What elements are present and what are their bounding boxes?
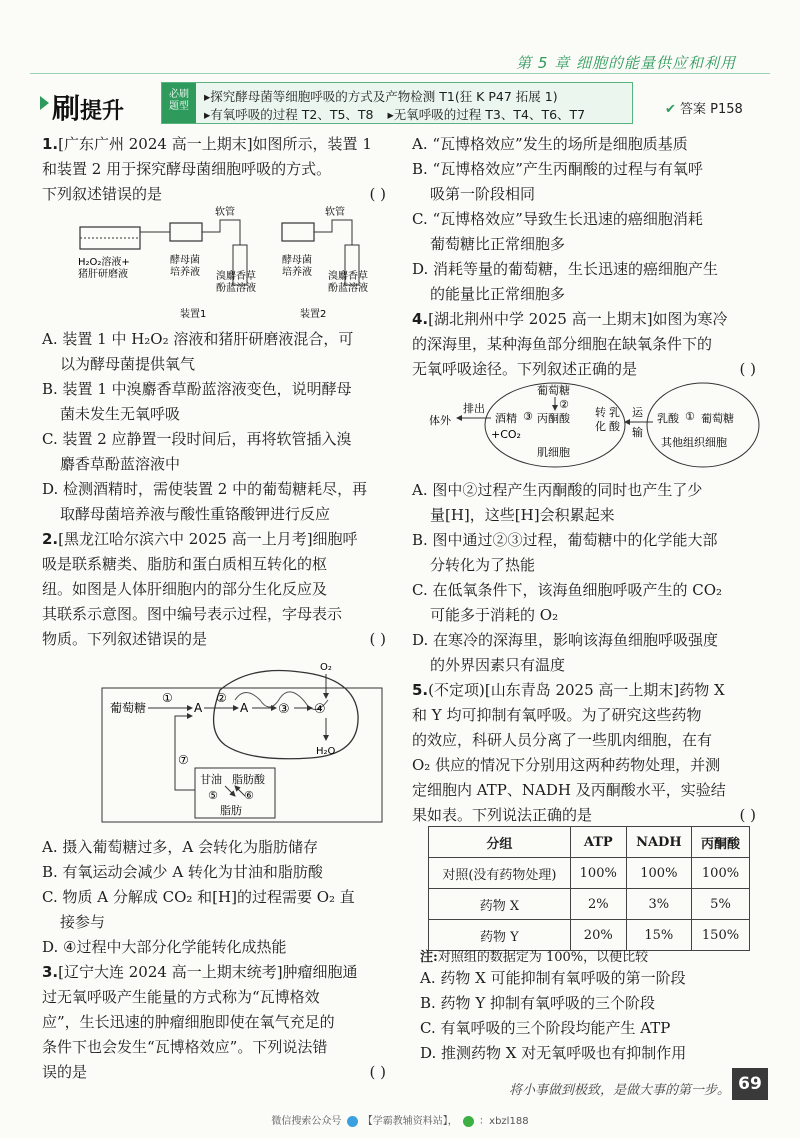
q3-stem4: 条件下也会发生“瓦博格效应”。下列说法错 xyxy=(42,1038,328,1056)
footer-motto: 将小事做到极致，是做大事的第一步。 xyxy=(508,1083,730,1098)
q4-stem3: 无氧呼吸途径。下列叙述正确的是 xyxy=(412,360,638,378)
q5-results-table xyxy=(428,826,750,951)
table-cell: 2% xyxy=(570,889,626,920)
q1-brom1-label-a: 溴麝香草 xyxy=(216,271,256,282)
q5-stem1: (不定项)[山东青岛 2025 高一上期末]药物 X xyxy=(428,681,725,699)
q4-muscle-label: 肌细胞 xyxy=(537,446,570,459)
question-3 xyxy=(42,960,392,1085)
q4-stem1: [湖北荆州中学 2025 高一上期末]如图为寒冷 xyxy=(428,310,728,328)
q4-excrete: 排出 xyxy=(463,402,485,415)
answer-text: 答案 P158 xyxy=(680,102,743,117)
q4-co2: +CO₂ xyxy=(491,428,521,441)
q4-other-label: 其他组织细胞 xyxy=(661,436,727,449)
q2-fatty-acid: 脂肪酸 xyxy=(232,773,265,786)
q1-option-c-cont: 麝香草酚蓝溶液中 xyxy=(60,455,181,473)
q1-tube-label-1: 软管 xyxy=(215,207,235,218)
table-cell: 15% xyxy=(626,920,691,951)
q2-glycerol: 甘油 xyxy=(200,773,222,786)
q1-brom2-label-b: 酚蓝溶液 xyxy=(328,283,368,294)
q1-brom1-label-b: 酚蓝溶液 xyxy=(216,283,256,294)
table-header: 分组 xyxy=(429,827,571,858)
table-row xyxy=(429,889,750,920)
q5-option-c: C. 有氧呼吸的三个阶段均能产生 ATP xyxy=(420,1019,671,1037)
q5-options xyxy=(420,966,760,1066)
q2-o2: O₂ xyxy=(320,662,332,673)
q4-option-c-cont: 可能多于消耗的 O₂ xyxy=(430,606,559,624)
q5-note xyxy=(420,946,648,965)
q2-options xyxy=(42,835,392,1085)
q4-transport-1: 运 xyxy=(632,406,643,419)
q5-answer-paren: ( ) xyxy=(739,806,756,824)
q2-step-1: ① xyxy=(162,691,173,705)
q4-trans-1: 转 xyxy=(595,406,606,419)
q2-step-4: ④ xyxy=(314,702,326,717)
right-column xyxy=(412,132,762,382)
q1-tube-label-2: 软管 xyxy=(325,207,345,218)
table-header-row xyxy=(429,827,750,858)
q3-option-d: D. 消耗等量的葡萄糖，生长迅速的癌细胞产生 xyxy=(412,260,719,278)
table-cell: 药物 Y xyxy=(429,920,571,951)
q4-lactate-1: 乳 xyxy=(609,406,620,419)
q3-stem2: 过无氧呼吸产生能量的方式称为“瓦博格效 xyxy=(42,988,320,1006)
badge-line1: 必刷 xyxy=(169,89,189,100)
q2-stem4: 其联系示意图。图中编号表示过程，字母表示 xyxy=(42,605,343,623)
q1-apparatus-figure xyxy=(70,205,390,325)
topic-line2 xyxy=(204,105,599,123)
q2-option-c: C. 物质 A 分解成 CO₂ 和[H]的过程需要 O₂ 直 xyxy=(42,888,355,906)
table-cell: 100% xyxy=(626,858,691,889)
topic-line1: ▸探究酵母菌等细胞呼吸的方式及产物检测 T1(狂 K P47 拓展 1) xyxy=(204,89,558,104)
q4-num: 4. xyxy=(412,310,429,328)
q3-answer-paren: ( ) xyxy=(369,1063,386,1081)
q1-options xyxy=(42,327,392,652)
q1-yeast2-label-b: 培养液 xyxy=(282,267,312,278)
q1-option-a: A. 装置 1 中 H₂O₂ 溶液和猪肝研磨液混合，可 xyxy=(42,330,354,348)
q3-option-a: A. “瓦博格效应”发生的场所是细胞质基质 xyxy=(412,135,688,153)
q1-brom2-label-a: 溴麝香草 xyxy=(328,271,368,282)
check-icon: ✔ xyxy=(665,102,676,117)
q4-option-d: D. 在寒冷的深海里，影响该海鱼细胞呼吸强度 xyxy=(412,631,719,649)
q4-trans-2: 化 xyxy=(595,420,606,433)
q1-caption-1: 装置1 xyxy=(180,309,207,320)
q4-option-a-cont: 量[H]，这些[H]会积累起来 xyxy=(430,506,615,524)
header-divider xyxy=(30,73,770,74)
page-number: 69 xyxy=(732,1068,768,1100)
q4-option-b-cont: 分转化为了热能 xyxy=(430,556,536,574)
q1-answer-paren: ( ) xyxy=(369,185,386,203)
q1-stem1: [广东广州 2024 高一上期末]如图所示，装置 1 xyxy=(58,135,372,153)
q2-h2o: H₂O xyxy=(316,746,336,757)
q3-option-b: B. “瓦博格效应”产生丙酮酸的过程与有氧呼 xyxy=(412,160,703,178)
q5-stem6: 果如表。下列说法正确的是 xyxy=(412,806,593,824)
q2-glucose: 葡萄糖 xyxy=(110,701,147,715)
table-header: NADH xyxy=(626,827,691,858)
q2-arrow-5 xyxy=(225,786,235,796)
q4-transport-2: 输 xyxy=(632,426,643,439)
topic-anaerobic: ▸无氧呼吸的过程 T3、T4、T6、T7 xyxy=(387,107,586,122)
q2-liver-cell-figure xyxy=(100,660,390,825)
q3-option-c-cont: 葡萄糖比正常细胞多 xyxy=(430,235,566,253)
q4-step-3: ③ xyxy=(523,410,533,423)
search-icon xyxy=(347,1116,358,1127)
table-cell: 药物 X xyxy=(429,889,571,920)
topic-badge xyxy=(162,83,196,123)
q5-stem5: 定细胞内 ATP、NADH 及丙酮酸水平，实验结 xyxy=(412,781,726,799)
q5-stem3: 的效应，科研人员分离了一些肌肉细胞，在有 xyxy=(412,731,713,749)
q2-option-c-cont: 接参与 xyxy=(60,913,106,931)
table-cell: 5% xyxy=(691,889,749,920)
q2-stem5: 物质。下列叙述错误的是 xyxy=(42,630,208,648)
q2-num: 2. xyxy=(42,530,59,548)
q1-yeast1-label-b: 培养液 xyxy=(170,267,200,278)
q1-stem3: 下列叙述错误的是 xyxy=(42,185,163,203)
q1-yeast-bottle-1 xyxy=(170,223,202,241)
q5-option-a: A. 药物 X 可能抑制有氧呼吸的第一阶段 xyxy=(420,969,686,987)
left-column xyxy=(42,132,392,207)
q2-stem3: 纽。如图是人体肝细胞内的部分生化反应及 xyxy=(42,580,328,598)
q1-yeast1-label-a: 酵母菌 xyxy=(170,255,200,266)
wm-text-2: 【学霸教辅资料站】， xyxy=(362,1116,458,1127)
wm-text-3: ：xbzl188 xyxy=(479,1116,529,1127)
q4-glucose-2: 葡萄糖 xyxy=(701,412,734,425)
table-header: 丙酮酸 xyxy=(691,827,749,858)
table-header: ATP xyxy=(570,827,626,858)
q3-option-b-cont: 吸第一阶段相同 xyxy=(430,185,536,203)
topic-aerobic: ▸有氧呼吸的过程 T2、T5、T8 xyxy=(204,107,374,122)
q4-options xyxy=(412,478,762,828)
q1-yeast-bottle-2 xyxy=(282,223,314,241)
q4-step-2: ② xyxy=(559,398,569,411)
q5-option-d: D. 推测药物 X 对无氧呼吸也有抑制作用 xyxy=(420,1044,687,1062)
table-cell: 100% xyxy=(570,858,626,889)
wm-text-1: 微信搜索公众号 xyxy=(271,1116,342,1127)
table-cell: 20% xyxy=(570,920,626,951)
q1-yeast2-label-a: 酵母菌 xyxy=(282,255,312,266)
q4-alcohol: 酒精 xyxy=(495,412,517,425)
question-4 xyxy=(412,307,762,382)
q4-option-c: C. 在低氧条件下，该海鱼细胞呼吸产生的 CO₂ xyxy=(412,581,723,599)
q5-stem2: 和 Y 均可抑制有氧呼吸。为了研究这些药物 xyxy=(412,706,702,724)
q1-option-b-cont: 菌未发生无氧呼吸 xyxy=(60,405,181,423)
table-row xyxy=(429,858,750,889)
q2-step-7: ⑦ xyxy=(178,753,189,767)
q4-step-1: ① xyxy=(685,410,695,423)
q1-soft-tube-2 xyxy=(314,220,352,245)
topic-box xyxy=(161,82,633,124)
q1-option-d: D. 检测酒精时，需使装置 2 中的葡萄糖耗尽，再 xyxy=(42,480,368,498)
q4-option-d-cont: 的外界因素只有温度 xyxy=(430,656,566,674)
q5-option-b: B. 药物 Y 抑制有氧呼吸的三个阶段 xyxy=(420,994,655,1012)
q2-option-a: A. 摄入葡萄糖过多，A 会转化为脂肪储存 xyxy=(42,838,318,856)
q1-stem2: 和装置 2 用于探究酵母菌细胞呼吸的方式。 xyxy=(42,160,332,178)
wechat-icon xyxy=(463,1116,474,1127)
q4-stem2: 的深海里，某种海鱼部分细胞在缺氧条件下的 xyxy=(412,335,713,353)
q4-outside: 体外 xyxy=(429,414,451,427)
q3-stem1: [辽宁大连 2024 高一上期末统考]肿瘤细胞通 xyxy=(58,963,358,981)
q1-option-d-cont: 取酵母菌培养液与酸性重铬酸钾进行反应 xyxy=(60,505,331,523)
table-cell: 150% xyxy=(691,920,749,951)
q4-option-a: A. 图中②过程产生丙酮酸的同时也产生了少 xyxy=(412,481,703,499)
section-brand xyxy=(52,87,124,127)
brand-arrow-icon xyxy=(40,96,49,110)
q2-A-1: A xyxy=(194,701,203,715)
q1-option-b: B. 装置 1 中溴麝香草酚蓝溶液变色，说明酵母 xyxy=(42,380,352,398)
q3-stem3: 应”，生长迅速的肿瘤细胞即使在氧气充足的 xyxy=(42,1013,335,1031)
table-cell: 100% xyxy=(691,858,749,889)
q3-option-d-cont: 的能量比正常细胞多 xyxy=(430,285,566,303)
brand-tisheng: 提升 xyxy=(80,99,125,124)
q5-note-label: 注: xyxy=(420,950,438,965)
table-cell: 对照(没有药物处理) xyxy=(429,858,571,889)
q2-step-2: ② xyxy=(216,691,227,705)
badge-line2: 题型 xyxy=(169,101,189,112)
table-cell: 3% xyxy=(626,889,691,920)
q2-step-6: ⑥ xyxy=(244,789,254,802)
q2-option-d: D. ④过程中大部分化学能转化成热能 xyxy=(42,938,287,956)
q2-option-b: B. 有氧运动会减少 A 转化为甘油和脂肪酸 xyxy=(42,863,323,881)
q4-lactic: 乳酸 xyxy=(657,412,679,425)
chapter-title: 第 5 章 细胞的能量供应和利用 xyxy=(516,54,736,72)
q2-stem1: [黑龙江哈尔滨六中 2025 高一上月考]细胞呼 xyxy=(58,530,358,548)
q4-lactate-2: 酸 xyxy=(609,420,620,433)
q4-other-cell xyxy=(647,383,759,467)
question-2 xyxy=(42,527,392,652)
q3-stem5: 误的是 xyxy=(42,1063,88,1081)
q4-glucose: 葡萄糖 xyxy=(537,384,570,397)
question-1 xyxy=(42,132,392,207)
question-5 xyxy=(412,678,762,828)
q4-pyruvate: 丙酮酸 xyxy=(537,412,570,425)
q2-step-3: ③ xyxy=(278,702,290,717)
q2-A-2: A xyxy=(240,701,249,715)
q1-caption-2: 装置2 xyxy=(300,309,327,320)
brand-shua: 刷 xyxy=(52,92,81,125)
q5-note-text: 对照组的数据定为 100%，以便比较 xyxy=(437,950,649,965)
q3-num: 3. xyxy=(42,963,59,981)
q1-option-c: C. 装置 2 应静置一段时间后，再将软管插入溴 xyxy=(42,430,352,448)
q3-option-c: C. “瓦博格效应”导致生长迅速的癌细胞消耗 xyxy=(412,210,703,228)
q2-answer-paren: ( ) xyxy=(369,630,386,648)
q4-option-b: B. 图中通过②③过程，葡萄糖中的化学能大部 xyxy=(412,531,718,549)
q4-fish-respiration-figure xyxy=(425,380,765,475)
q2-fat: 脂肪 xyxy=(220,804,242,817)
q1-option-a-cont: 以为酵母菌提供氧气 xyxy=(60,355,196,373)
q2-step-5: ⑤ xyxy=(208,789,218,802)
q1-h2o2-label-a: H₂O₂溶液+ xyxy=(78,257,130,268)
q1-h2o2-label-b: 猪肝研磨液 xyxy=(78,269,128,280)
bottom-watermark xyxy=(0,1112,800,1127)
q5-stem4: O₂ 供应的情况下分别用这两种药物处理，并测 xyxy=(412,756,721,774)
q1-num: 1. xyxy=(42,135,59,153)
q5-num: 5. xyxy=(412,681,429,699)
answer-ref xyxy=(665,98,743,117)
q1-soft-tube-1 xyxy=(202,220,240,245)
q4-answer-paren: ( ) xyxy=(739,360,756,378)
q2-stem2: 吸是联系糖类、脂肪和蛋白质相互转化的枢 xyxy=(42,555,328,573)
